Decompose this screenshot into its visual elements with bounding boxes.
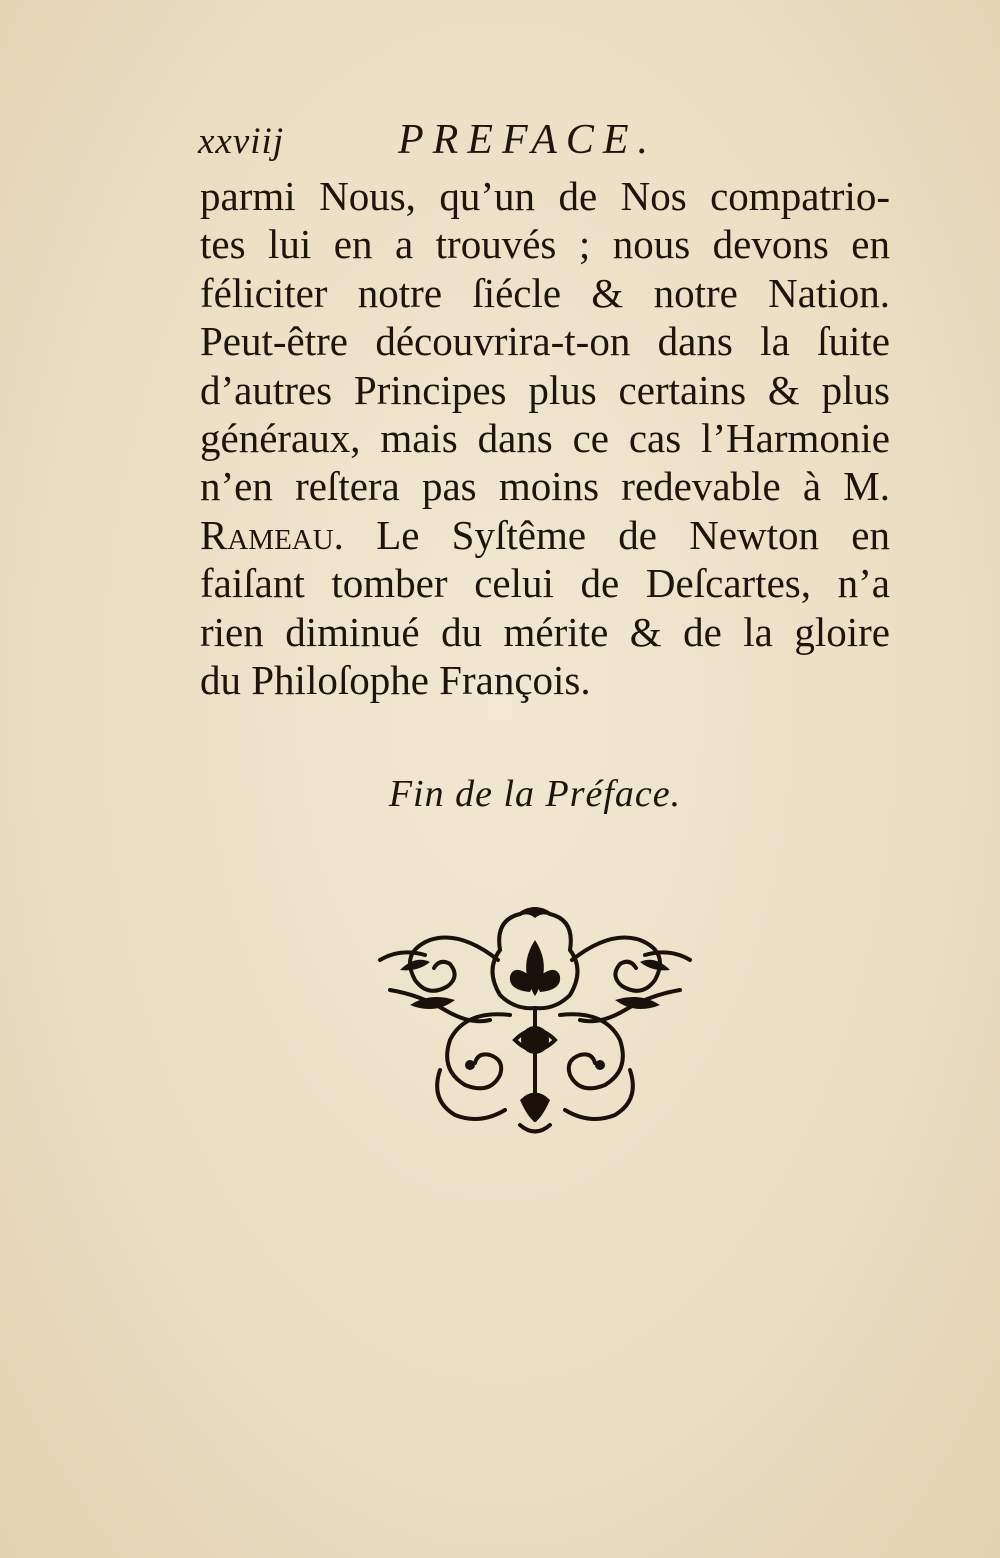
text-line: d’autres Principes plus certains & plus	[200, 366, 890, 413]
author-name: Rameau.	[200, 511, 344, 558]
text-line: Peut-être découvrira-t-on dans la ſuite	[200, 318, 890, 365]
end-of-preface-title: Fin de la Préface.	[388, 773, 682, 815]
text-line: parmi Nous, qu’un de Nos compatrio-	[200, 173, 890, 219]
text-line: du Philoſophe François.	[200, 657, 591, 704]
text-line: généraux, mais dans ce cas l’Harmonie	[200, 415, 890, 462]
text-line: rien diminué du mérite & de la gloire	[200, 608, 890, 655]
text-line: tes lui en a trouvés ; nous devons en	[200, 221, 890, 268]
text-line	[200, 511, 890, 559]
page-number: xxviij	[198, 121, 285, 162]
text-fragment: Le Syſtême de Newton en	[376, 511, 890, 558]
page-header	[198, 117, 888, 180]
text-line: féliciter notre ſiécle & notre Nation.	[200, 269, 890, 316]
floral-tailpiece-icon	[370, 900, 700, 1140]
body-paragraph	[200, 172, 890, 704]
running-title: PREFACE.	[398, 117, 658, 163]
text-line: faiſant tomber celui de Deſcartes, n’a	[200, 560, 890, 607]
text-line: n’en reſtera pas moins redevable à M.	[200, 463, 890, 510]
